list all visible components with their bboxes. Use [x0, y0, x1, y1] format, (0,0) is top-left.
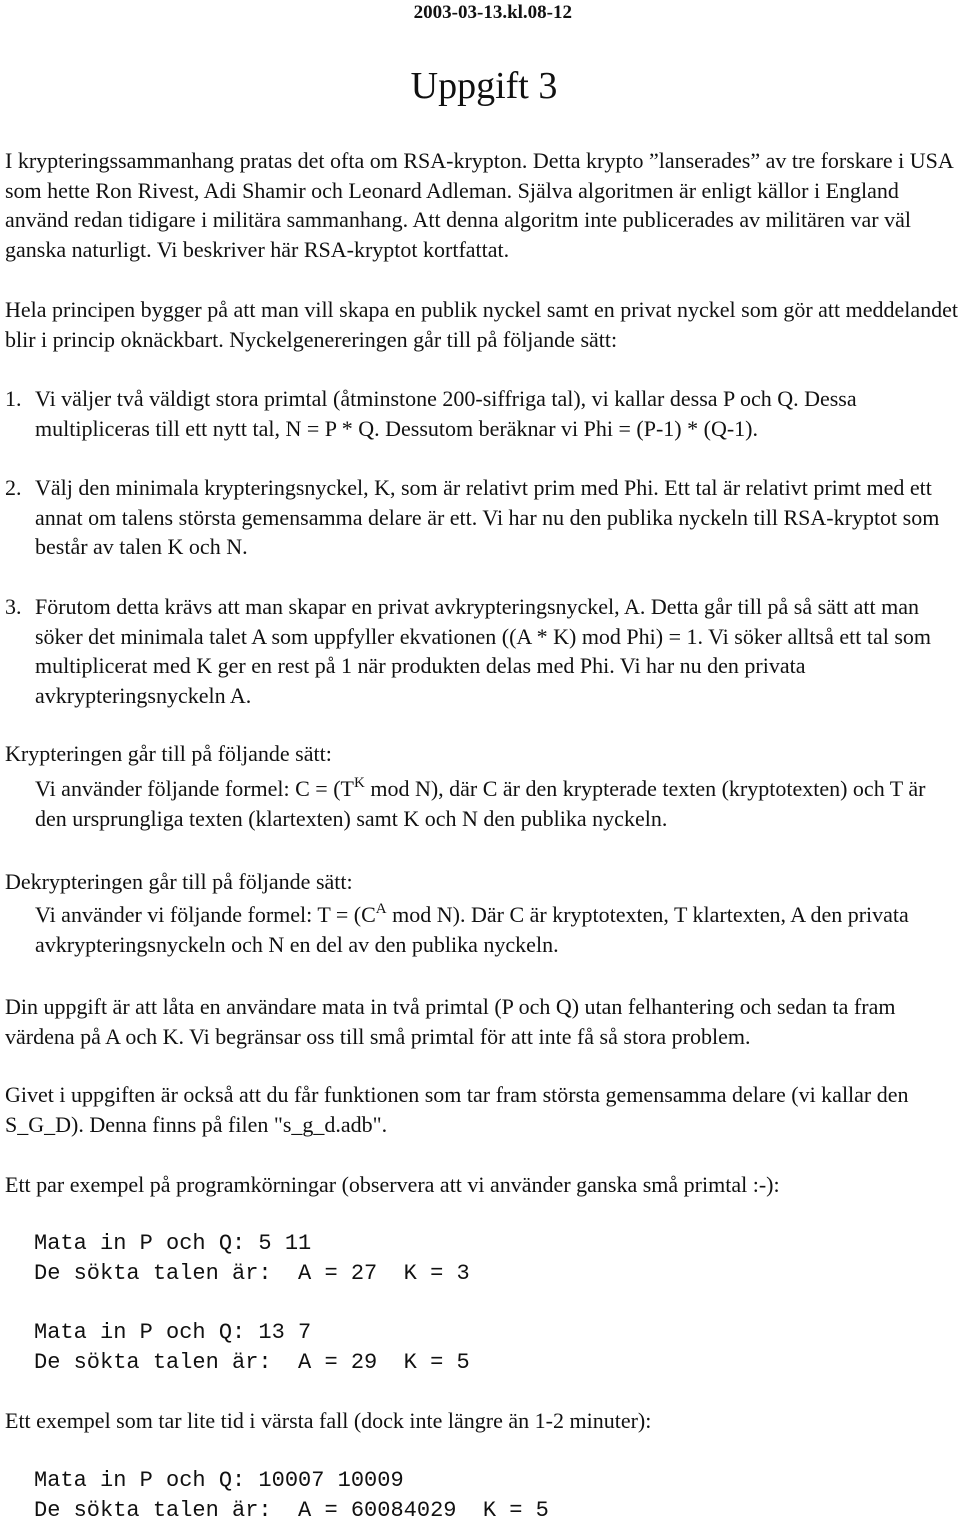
- decryption-heading: Dekrypteringen går till på följande sätt:: [5, 869, 353, 894]
- step-text: Välj den minimala krypteringsnyckel, K, som är relativt prim med Phi. Ett tal är relativt primt med ett annat om talens största gemensamma delare är ett. Vi har nu den publika nyckeln till RSA-kryptot som består av talen K och N.: [35, 475, 940, 559]
- example-run-2: [34, 1318, 470, 1378]
- intro-paragraph-1: I krypteringssammanhang pratas det ofta om RSA-krypton. Detta krypto ”lanserades” av tre forskare i USA som hette Ron Rivest, Adi Shamir och Leonard Adleman. Själva algoritmen är enligt källor i England använd redan tidigare i militära sammanhang. Att denna algoritm inte publicerades av militären var väl ganska naturligt. Vi beskriver här RSA-kryptot kortfattat.: [5, 148, 953, 262]
- formula-text: Vi använder följande formel: C = (T: [35, 776, 354, 801]
- example-output: De sökta talen är: A = 60084029 K = 5: [34, 1498, 549, 1523]
- example-input: Mata in P och Q: 10007 10009: [34, 1468, 404, 1493]
- formula-text: mod N), där C är den krypterade texten (kryptotexten) och T är den ursprungliga texten (klartexten) samt K och N den publika nyckeln.: [35, 776, 926, 831]
- formula-exponent: A: [375, 901, 387, 917]
- example-input: Mata in P och Q: 13 7: [34, 1320, 312, 1345]
- example-run-1: [34, 1229, 470, 1289]
- example-run-3: [34, 1466, 549, 1526]
- example-input: Mata in P och Q: 5 11: [34, 1231, 312, 1256]
- formula-exponent: K: [353, 775, 365, 791]
- formula-text: mod N). Där C är kryptotexten, T klartexten, A den privata avkrypteringsnyckeln och N en del av den publika nyckeln.: [35, 902, 909, 957]
- step-number: 1.: [5, 386, 22, 411]
- long-example-intro: Ett exempel som tar lite tid i värsta fall (dock inte längre än 1-2 minuter):: [5, 1408, 652, 1433]
- encryption-formula: [35, 774, 960, 833]
- decryption-formula: [35, 900, 960, 959]
- given-paragraph: Givet i uppgiften är också att du får funktionen som tar fram största gemensamma delare (vi kallar den S_G_D). Denna finns på filen "s_g_d.adb".: [5, 1082, 909, 1137]
- formula-text: Vi använder vi följande formel: T = (C: [35, 902, 376, 927]
- example-output: De sökta talen är: A = 27 K = 3: [34, 1261, 470, 1286]
- step-text: Vi väljer två väldigt stora primtal (åtminstone 200-siffriga tal), vi kallar dessa P och Q. Dessa multipliceras till ett nytt tal, N = P * Q. Dessutom beräknar vi Phi = (P-1) * (Q-1).: [35, 386, 857, 441]
- page-title: Uppgift 3: [410, 65, 558, 107]
- step-number: 3.: [5, 594, 22, 619]
- examples-intro: Ett par exempel på programkörningar (observera att vi använder ganska små primtal :-):: [5, 1172, 780, 1197]
- task-paragraph: Din uppgift är att låta en användare mata in två primtal (P och Q) utan felhantering och sedan ta fram värdena på A och K. Vi begränsar oss till små primtal för att inte få så stora problem.: [5, 994, 896, 1049]
- header-date: 2003-03-13.kl.08-12: [413, 2, 572, 23]
- intro-paragraph-2: Hela principen bygger på att man vill skapa en publik nyckel samt en privat nyckel som gör att meddelandet blir i princip oknäckbart. Nyckelgenereringen går till på följande sätt:: [5, 297, 959, 352]
- step-number: 2.: [5, 475, 22, 500]
- example-output: De sökta talen är: A = 29 K = 5: [34, 1350, 470, 1375]
- step-text: Förutom detta krävs att man skapar en privat avkrypteringsnyckel, A. Detta går till på så sätt att man söker det minimala talet A som uppfyller ekvationen ((A * K) mod Phi) = 1. Vi söker alltså ett tal som multiplicerat med K ger en rest på 1 när produkten delas med Phi. Vi har nu den privata avkrypteringsnyckeln A.: [35, 594, 932, 708]
- encryption-heading: Krypteringen går till på följande sätt:: [5, 741, 332, 766]
